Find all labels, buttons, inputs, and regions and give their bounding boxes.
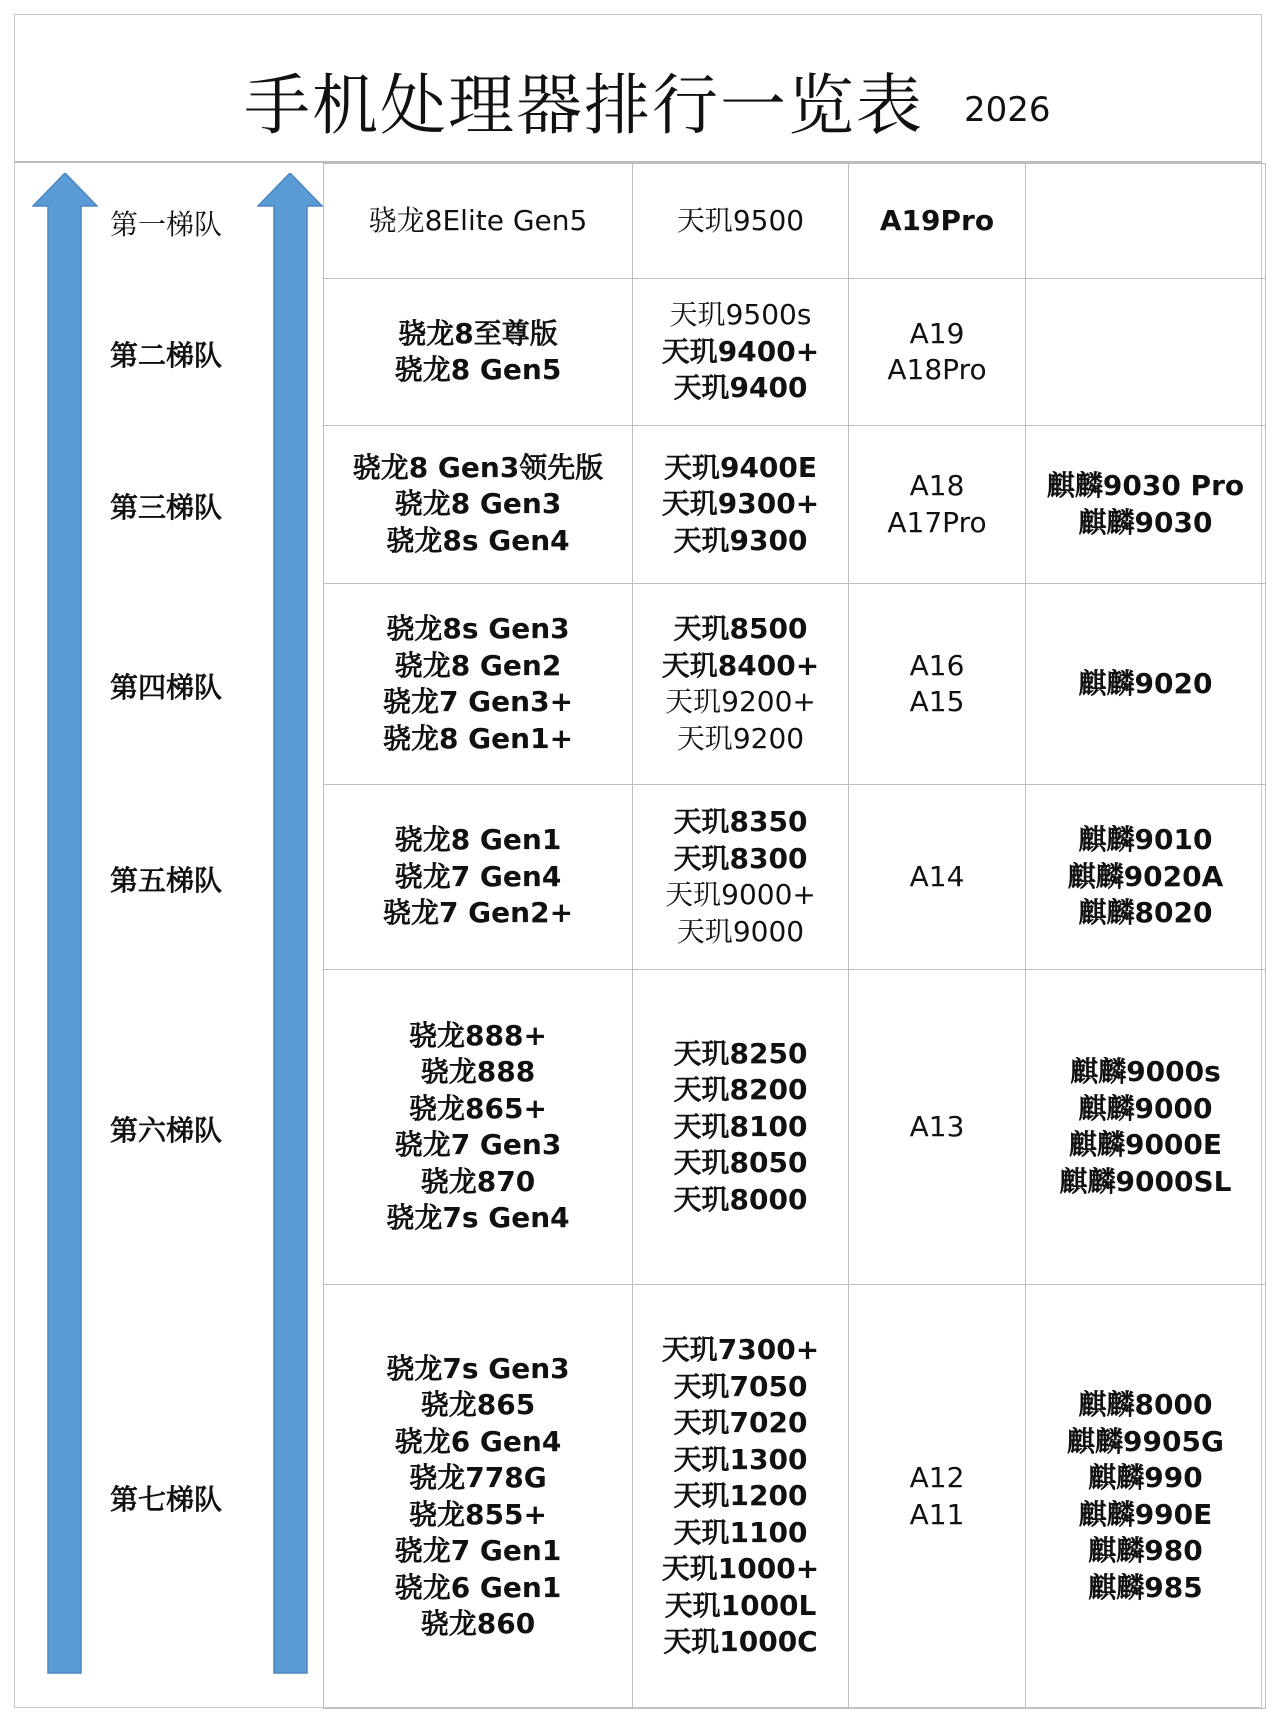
kirin-chip: 麒麟8000 <box>1078 1388 1213 1421</box>
snapdragon-chip: 骁龙8 Gen3 <box>394 487 562 521</box>
dimensity-chip: 天玑1000C <box>663 1625 818 1659</box>
dimensity-chip: 天玑9400E <box>663 450 818 484</box>
kirin-chip: 麒麟9000E <box>1068 1128 1223 1161</box>
tier-row <box>324 279 1266 426</box>
snapdragon-chip: 骁龙860 <box>420 1607 536 1640</box>
dimensity-chip: 天玑8300 <box>673 841 808 875</box>
tier-label: 第六梯队 <box>110 1113 223 1147</box>
tier-row <box>324 426 1266 584</box>
snapdragon-cell <box>324 164 633 279</box>
dimensity-cell <box>633 1285 849 1709</box>
snapdragon-cell <box>324 785 633 970</box>
kirin-chip: 麒麟990E <box>1078 1497 1213 1531</box>
apple-cell <box>849 426 1026 584</box>
kirin-cell <box>1026 279 1266 426</box>
rank-arrow-up-icon <box>257 173 323 1675</box>
dimensity-chip: 天玑7050 <box>673 1369 808 1403</box>
snapdragon-chip: 骁龙7s Gen3 <box>386 1351 570 1385</box>
apple-chip: A18 <box>909 469 965 502</box>
tier-row <box>324 785 1266 970</box>
snapdragon-chip: 骁龙8至尊版 <box>398 316 558 350</box>
dimensity-chip: 天玑1000L <box>664 1588 817 1622</box>
kirin-cell <box>1026 970 1266 1285</box>
snapdragon-chip: 骁龙7s Gen4 <box>386 1201 570 1234</box>
snapdragon-chip: 骁龙865 <box>420 1388 536 1421</box>
snapdragon-cell <box>324 1285 633 1709</box>
dimensity-chip: 天玑9400 <box>673 371 808 405</box>
tier-label: 第一梯队 <box>110 207 223 241</box>
snapdragon-chip: 骁龙855+ <box>409 1497 547 1531</box>
dimensity-chip: 天玑1100 <box>673 1515 808 1549</box>
dimensity-cell <box>633 970 849 1285</box>
rank-arrow-up-icon <box>32 173 98 1675</box>
kirin-chip: 麒麟9030 <box>1078 505 1213 539</box>
processor-ranking-table <box>323 163 1266 1709</box>
kirin-cell <box>1026 584 1266 785</box>
apple-chip: A18Pro <box>887 353 987 386</box>
snapdragon-chip: 骁龙7 Gen3+ <box>382 685 574 718</box>
dimensity-chip: 天玑8350 <box>673 805 808 838</box>
dimensity-chip: 天玑8400+ <box>661 648 820 682</box>
year-label: 2026 <box>964 90 1051 130</box>
apple-chip: A17Pro <box>887 505 987 539</box>
apple-chip: A14 <box>909 859 965 893</box>
dimensity-chip: 天玑1300 <box>673 1442 808 1476</box>
snapdragon-chip: 骁龙7 Gen1 <box>394 1534 562 1567</box>
snapdragon-cell <box>324 426 633 584</box>
tier-row <box>324 164 1266 279</box>
dimensity-chip: 天玑7300+ <box>661 1333 820 1367</box>
kirin-chip: 麒麟985 <box>1088 1570 1203 1604</box>
tier-row <box>324 970 1266 1285</box>
dimensity-chip: 天玑8500 <box>673 612 808 645</box>
apple-cell <box>849 785 1026 970</box>
apple-chip: A16 <box>909 648 965 682</box>
snapdragon-chip: 骁龙6 Gen4 <box>394 1424 562 1458</box>
kirin-cell <box>1026 426 1266 584</box>
dimensity-cell <box>633 279 849 426</box>
tier-label: 第二梯队 <box>110 338 223 372</box>
dimensity-chip: 天玑8000 <box>673 1182 808 1216</box>
snapdragon-chip: 骁龙778G <box>409 1461 547 1494</box>
kirin-chip: 麒麟9000SL <box>1059 1164 1232 1198</box>
dimensity-chip: 天玑1200 <box>673 1479 808 1513</box>
dimensity-cell <box>633 584 849 785</box>
kirin-chip: 麒麟9000s <box>1070 1055 1221 1088</box>
dimensity-chip: 天玑1000+ <box>661 1552 820 1586</box>
tier-label: 第四梯队 <box>110 670 223 704</box>
tier-label: 第七梯队 <box>110 1483 223 1516</box>
dimensity-chip: 天玑8050 <box>673 1146 808 1180</box>
snapdragon-chip: 骁龙7 Gen3 <box>394 1128 562 1161</box>
snapdragon-chip: 骁龙8Elite Gen5 <box>368 203 588 237</box>
snapdragon-chip: 骁龙8s Gen3 <box>386 612 570 645</box>
dimensity-chip: 天玑9500s <box>669 298 812 332</box>
kirin-cell <box>1026 785 1266 970</box>
dimensity-chip: 天玑7020 <box>673 1406 808 1440</box>
snapdragon-chip: 骁龙8s Gen4 <box>386 523 570 557</box>
tier-label: 第三梯队 <box>110 491 223 524</box>
snapdragon-chip: 骁龙870 <box>420 1164 536 1198</box>
snapdragon-chip: 骁龙888+ <box>409 1018 547 1052</box>
apple-cell <box>849 970 1026 1285</box>
dimensity-cell <box>633 164 849 279</box>
snapdragon-chip: 骁龙8 Gen1+ <box>382 721 574 755</box>
kirin-chip: 麒麟9030 Pro <box>1046 469 1245 502</box>
header <box>14 14 1262 163</box>
dimensity-cell <box>633 785 849 970</box>
snapdragon-cell <box>324 970 633 1285</box>
kirin-chip: 麒麟9010 <box>1078 823 1213 857</box>
apple-cell <box>849 1285 1026 1709</box>
dimensity-chip: 天玑9000+ <box>665 878 816 911</box>
snapdragon-chip: 骁龙7 Gen2+ <box>382 896 574 930</box>
snapdragon-chip: 骁龙8 Gen3领先版 <box>352 450 604 484</box>
tier-label: 第五梯队 <box>110 863 223 897</box>
apple-cell <box>849 164 1026 279</box>
apple-chip: A19Pro <box>879 203 995 237</box>
dimensity-chip: 天玑9200 <box>676 721 805 755</box>
page-title: 手机处理器排行一览表 <box>244 67 924 144</box>
apple-chip: A12 <box>909 1461 965 1494</box>
dimensity-cell <box>633 426 849 584</box>
tier-row <box>324 1285 1266 1709</box>
snapdragon-chip: 骁龙865+ <box>409 1091 547 1125</box>
dimensity-chip: 天玑8250 <box>673 1036 808 1070</box>
snapdragon-chip: 骁龙8 Gen2 <box>394 648 562 682</box>
dimensity-chip: 天玑9300+ <box>661 487 820 521</box>
kirin-chip: 麒麟9020A <box>1067 859 1224 893</box>
tier-row <box>324 584 1266 785</box>
snapdragon-cell <box>324 279 633 426</box>
dimensity-chip: 天玑9200+ <box>665 685 816 718</box>
kirin-chip: 麒麟8020 <box>1078 896 1213 930</box>
snapdragon-chip: 骁龙6 Gen1 <box>394 1570 562 1604</box>
kirin-chip: 麒麟9020 <box>1078 666 1213 700</box>
kirin-chip: 麒麟980 <box>1088 1534 1203 1567</box>
kirin-chip: 麒麟9905G <box>1067 1424 1224 1458</box>
dimensity-chip: 天玑8100 <box>673 1109 808 1143</box>
snapdragon-chip: 骁龙7 Gen4 <box>394 859 562 893</box>
dimensity-chip: 天玑9400+ <box>661 334 820 368</box>
dimensity-chip: 天玑9500 <box>676 203 805 237</box>
dimensity-chip: 天玑9000 <box>676 914 805 948</box>
apple-cell <box>849 584 1026 785</box>
kirin-chip: 麒麟990 <box>1088 1461 1203 1494</box>
kirin-chip: 麒麟9000 <box>1078 1091 1213 1125</box>
apple-chip: A15 <box>909 685 965 718</box>
snapdragon-chip: 骁龙8 Gen1 <box>394 823 562 857</box>
apple-chip: A19 <box>909 316 965 350</box>
kirin-cell <box>1026 1285 1266 1709</box>
snapdragon-chip: 骁龙8 Gen5 <box>394 353 562 386</box>
dimensity-chip: 天玑8200 <box>673 1073 808 1107</box>
apple-chip: A13 <box>909 1109 965 1143</box>
snapdragon-chip: 骁龙888 <box>420 1055 536 1088</box>
snapdragon-cell <box>324 584 633 785</box>
apple-cell <box>849 279 1026 426</box>
kirin-cell <box>1026 164 1266 279</box>
apple-chip: A11 <box>909 1497 965 1531</box>
dimensity-chip: 天玑9300 <box>673 523 808 557</box>
